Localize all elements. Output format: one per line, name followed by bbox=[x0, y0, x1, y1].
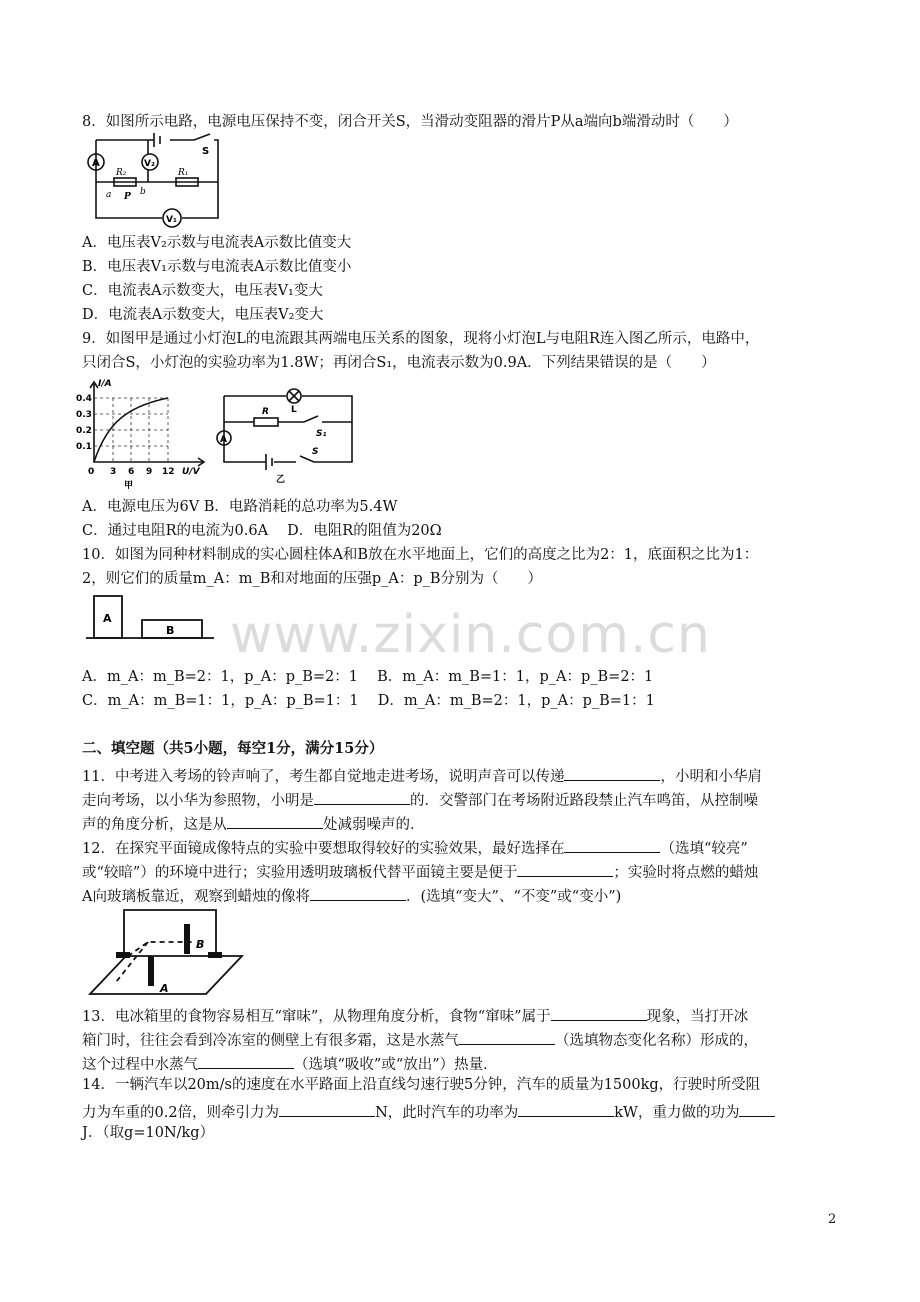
q10-options-cd: C．m_A：m_B=1：1，p_A：p_B=1：1 D．m_A：m_B=2：1，p_A：p_B=1：1 bbox=[82, 693, 655, 709]
q11-line1: 11．中考进入考场的铃声响了，考生都自觉地走进考场，说明声音可以传递 ，小明和小华肩 bbox=[82, 766, 762, 785]
q12-blank-2[interactable] bbox=[517, 862, 613, 877]
q14-blank-1[interactable] bbox=[279, 1102, 375, 1117]
svg-text:R: R bbox=[262, 407, 269, 417]
q11-blank-2[interactable] bbox=[314, 790, 410, 805]
q10-stem-line2: 2，则它们的质量m_A：m_B和对地面的压强p_A：p_B分别为（ ） bbox=[82, 571, 543, 587]
q13-line1: 13．电冰箱里的食物容易相互“窜味”，从物理角度分析，食物“窜味”属于 现象，当打开冰 bbox=[82, 1006, 748, 1025]
svg-text:V₂: V₂ bbox=[144, 159, 155, 169]
svg-text:甲: 甲 bbox=[124, 481, 134, 491]
q8-option-d: D．电流表A示数变大，电压表V₂变大 bbox=[82, 307, 324, 323]
svg-text:A: A bbox=[160, 982, 169, 995]
q13-blank-2[interactable] bbox=[459, 1030, 555, 1045]
svg-text:0: 0 bbox=[88, 467, 95, 477]
q8-option-c: C．电流表A示数变大，电压表V₁变大 bbox=[82, 283, 323, 299]
svg-text:B: B bbox=[166, 624, 175, 637]
page-number: 2 bbox=[828, 1212, 837, 1227]
svg-text:0.1: 0.1 bbox=[76, 442, 92, 452]
q11-line2: 走向考场，以小华为参照物，小明是 的．交警部门在考场附近路段禁止汽车鸣笛，从控制噪 bbox=[82, 790, 758, 809]
svg-text:a: a bbox=[106, 190, 112, 200]
q11-line3: 声的角度分析，这是从 处减弱噪声的． bbox=[82, 814, 425, 833]
q9-circuit-figure bbox=[212, 382, 362, 485]
svg-text:P: P bbox=[124, 192, 131, 202]
q14-line3: J．（取g=10N/kg） bbox=[82, 1125, 215, 1141]
q12-line3: A向玻璃板靠近，观察到蜡烛的像将 ．(选填“变大”、“不变”或“变小”) bbox=[82, 886, 621, 905]
svg-text:S: S bbox=[202, 146, 210, 157]
q10-options-ab: A．m_A：m_B=2：1，p_A：p_B=2：1 B．m_A：m_B=1：1，p_A：p_B=2：1 bbox=[82, 669, 654, 685]
q12-blank-3[interactable] bbox=[310, 886, 406, 901]
svg-text:R₁: R₁ bbox=[178, 168, 189, 178]
q13-line2: 箱门时，往往会看到冷冻室的侧壁上有很多霜，这是水蒸气 （选填物态变化名称）形成的， bbox=[82, 1030, 758, 1049]
q10-stem-line1: 10．如图为同种材料制成的实心圆柱体A和B放在水平地面上，它们的高度之比为2：1，底面积之比为1： bbox=[82, 547, 759, 563]
watermark: www.zixin.com.cn bbox=[230, 605, 711, 665]
svg-text:b: b bbox=[140, 187, 146, 197]
q12-mirror-figure bbox=[86, 906, 246, 998]
svg-text:12: 12 bbox=[162, 467, 175, 477]
q10-cylinders-figure bbox=[84, 592, 218, 644]
q14-blank-2[interactable] bbox=[518, 1102, 614, 1117]
q14-line1: 14．一辆汽车以20m/s的速度在水平路面上沿直线匀速行驶5分钟，汽车的质量为1500kg，行驶时所受阻 bbox=[82, 1077, 761, 1093]
q9-options-cd: C．通过电阻R的电流为0.6A D．电阻R的阻值为20Ω bbox=[82, 523, 442, 539]
svg-text:0.3: 0.3 bbox=[76, 410, 92, 420]
svg-text:9: 9 bbox=[146, 467, 153, 477]
q12-line2: 或“较暗”）的环境中进行；实验用透明玻璃板代替平面镜主要是便于 ；实验时将点燃的蜡烛 bbox=[82, 862, 758, 881]
q12-line1: 12．在探究平面镜成像特点的实验中要想取得较好的实验效果，最好选择在 （选填“较亮” bbox=[82, 838, 748, 857]
q9-iu-graph bbox=[76, 378, 206, 491]
svg-text:6: 6 bbox=[128, 467, 135, 477]
q13-blank-1[interactable] bbox=[551, 1006, 647, 1021]
q12-blank-1[interactable] bbox=[564, 838, 660, 853]
q9-options-ab: A．电源电压为6V B．电路消耗的总功率为5.4W bbox=[82, 499, 398, 515]
svg-text:S: S bbox=[312, 447, 319, 457]
svg-text:S₁: S₁ bbox=[316, 429, 327, 439]
svg-text:R₂: R₂ bbox=[116, 168, 127, 178]
svg-text:B: B bbox=[196, 938, 205, 951]
svg-text:A: A bbox=[103, 612, 112, 625]
q8-option-a: A．电压表V₂示数与电流表A示数比值变大 bbox=[82, 235, 352, 251]
q8-circuit-figure bbox=[84, 130, 224, 225]
q14-blank-3[interactable] bbox=[739, 1102, 775, 1117]
svg-text:L: L bbox=[291, 405, 297, 415]
q9-stem-line1: 9．如图甲是通过小灯泡L的电流跟其两端电压关系的图象，现将小灯泡L与电阻R连入图乙所示，电路中， bbox=[82, 331, 760, 347]
svg-text:U/V: U/V bbox=[182, 467, 200, 477]
svg-text:A: A bbox=[92, 158, 100, 169]
section-heading: 二、填空题（共5小题，每空1分，满分15分） bbox=[82, 740, 384, 757]
svg-text:3: 3 bbox=[110, 467, 117, 477]
q13-line3: 这个过程中水蒸气 （选填“吸收”或“放出”）热量． bbox=[82, 1054, 498, 1073]
svg-text:0.2: 0.2 bbox=[76, 426, 92, 436]
svg-text:A: A bbox=[220, 435, 227, 445]
q14-line2: 力为车重的0.2倍，则牵引力为 N，此时汽车的功率为 kW，重力做的功为 bbox=[82, 1102, 775, 1121]
q11-blank-1[interactable] bbox=[564, 766, 660, 781]
svg-text:乙: 乙 bbox=[276, 475, 286, 485]
svg-text:0.4: 0.4 bbox=[76, 394, 92, 404]
q9-stem-line2: 只闭合S，小灯泡的实验功率为1.8W；再闭合S₁，电流表示数为0.9A．下列结果错误的是（ ） bbox=[82, 355, 716, 371]
q8-option-b: B．电压表V₁示数与电流表A示数比值变小 bbox=[82, 259, 352, 275]
q13-blank-3[interactable] bbox=[198, 1054, 294, 1069]
svg-text:V₁: V₁ bbox=[166, 215, 177, 225]
q11-blank-3[interactable] bbox=[227, 814, 323, 829]
svg-text:I/A: I/A bbox=[98, 379, 112, 389]
q8-stem: 8．如图所示电路，电源电压保持不变，闭合开关S，当滑动变阻器的滑片P从a端向b端滑动时（ ） bbox=[82, 114, 738, 130]
